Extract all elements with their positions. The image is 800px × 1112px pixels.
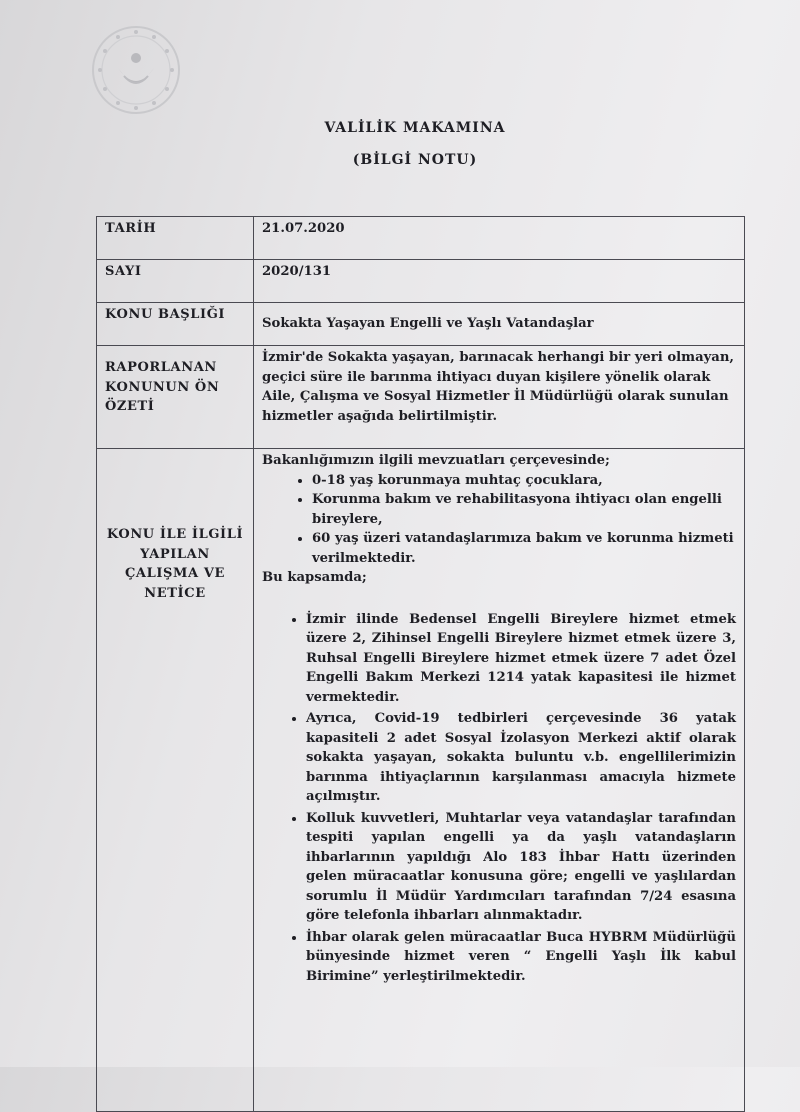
work-scope: Bu kapsamda; (262, 570, 367, 585)
number-value: 2020/131 (254, 260, 745, 303)
document-title: VALİLİK MAKAMINA (324, 120, 506, 136)
subject-value: Sokakta Yaşayan Engelli ve Yaşlı Vatandaşlar (254, 303, 745, 346)
list-item: • İzmir ilinde Bedensel Engelli Bireylere hizmet etmek üzere 2, Zihinsel Engelli Bireylere hizmet etmek üzere 3, Ruhsal Engelli Bireylere hizmet etmek üzere 7 adet Özel Engelli Bakım Merkezi 1214 yatak kapasitesi ile hizmet vermektedir. (306, 610, 736, 708)
subject-label: KONU BAŞLIĞI (97, 303, 254, 346)
scope-list (262, 610, 736, 987)
work-intro: Bakanlığımızın ilgili mevzuatları çerçevesinde; (262, 453, 610, 468)
work-content (254, 449, 745, 1112)
list-item: • İhbar olarak gelen müracaatlar Buca HYBRM Müdürlüğü bünyesinde hizmet veren “ Engelli Yaşlı İlk kabul Birimine” yerleştirilmektedir. (306, 928, 736, 987)
list-item: • 0-18 yaş korunmaya muhtaç çocuklara, (312, 471, 736, 491)
work-label: KONU İLE İLGİLİ YAPILAN ÇALIŞMA VE NETİCE (97, 449, 254, 1112)
list-item: • Kolluk kuvvetleri, Muhtarlar veya vatandaşlar tarafından tespiti yapılan engelli ya da yaşlı vatandaşların ihbarlarının yapıldığı Alo 183 İhbar Hattı üzerinden gelen müracaatlar konusuna göre; engelli ve yaşlılardan sorumlu İl Müdür Yardımcıları tarafından 7/24 esasına göre telefonla ihbarları alınmaktadır. (306, 809, 736, 926)
date-value: 21.07.2020 (254, 217, 745, 260)
table-row (97, 346, 745, 449)
work-list (262, 471, 736, 569)
list-item: • Ayrıca, Covid-19 tedbirleri çerçevesinde 36 yatak kapasiteli 2 adet Sosyal İzolasyon Merkezi aktif olarak sokakta yaşayan, sokakta buluntu v.b. engellilerimizin barınma ihtiyaçlarının karşılanması amacıyla hizmete açılmıştır. (306, 709, 736, 807)
list-item: • Korunma bakım ve rehabilitasyona ihtiyacı olan engelli bireylere, (312, 490, 736, 529)
number-label: SAYI (97, 260, 254, 303)
table-row (97, 217, 745, 260)
table-row (97, 449, 745, 1112)
document-subtitle: (BİLGİ NOTU) (352, 152, 478, 168)
summary-value: İzmir'de Sokakta yaşayan, barınacak herhangi bir yeri olmayan, geçici süre ile barınma ihtiyacı duyan kişilere yönelik olarak Aile, Çalışma ve Sosyal Hizmetler İl Müdürlüğü olarak sunulan hizmetler aşağıda belirtilmiştir. (254, 346, 745, 449)
table-row (97, 303, 745, 346)
list-item: • 60 yaş üzeri vatandaşlarımıza bakım ve korunma hizmeti verilmektedir. (312, 529, 736, 568)
table-row (97, 260, 745, 303)
ministry-seal-icon (90, 24, 182, 116)
summary-label: RAPORLANAN KONUNUN ÖN ÖZETİ (97, 346, 254, 449)
info-table (96, 216, 745, 1112)
date-label: TARİH (97, 217, 254, 260)
